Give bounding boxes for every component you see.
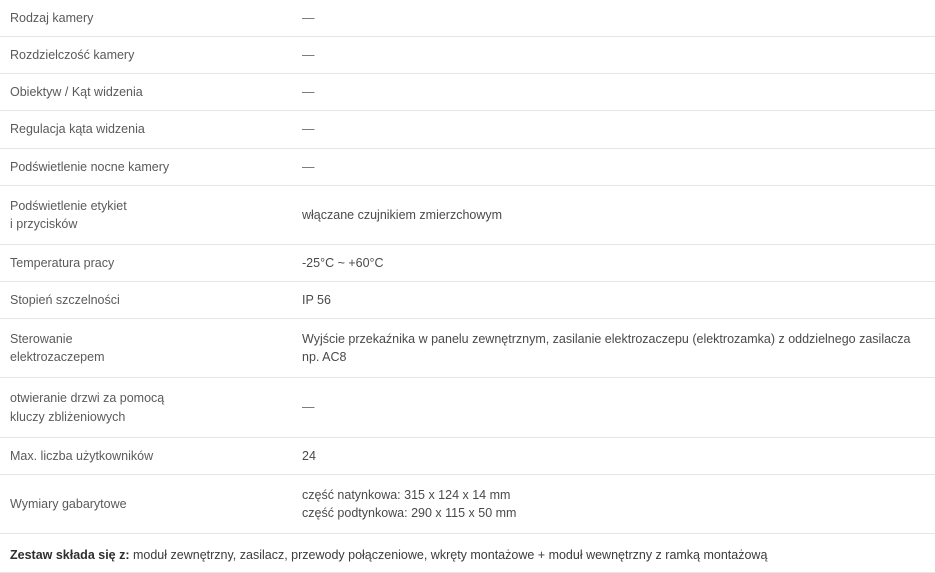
spec-label-line-1: Podświetlenie etykiet [10,198,127,213]
spec-label-line-1: Rodzaj kamery [10,11,94,25]
spec-label-cell [0,244,292,281]
table-row [0,282,935,319]
spec-value-cell [292,474,935,533]
spec-value-line-1: Wyjście przekaźnika w panelu zewnętrznym, zasilanie elektrozaczepu (elektrozamka) z oddzielnego zasilacza np. AC8 [302,332,911,365]
spec-label-line-2: kluczy zbliżeniowych [10,409,126,424]
table-row [0,474,935,533]
spec-value-line-1: — [302,85,315,100]
spec-label-line-1: otwieranie drzwi za pomocą [10,391,165,406]
spec-value-line-1: włączane czujnikiem zmierzchowym [302,207,503,222]
spec-value-cell [292,185,935,244]
spec-label-line-2: elektrozaczepem [10,350,105,365]
spec-label-line-2: i przycisków [10,216,78,231]
spec-label-cell [0,378,292,437]
spec-value-line-1: część natynkowa: 315 x 124 x 14 mm [302,487,511,502]
spec-label-line-1: Sterowanie [10,332,73,347]
spec-label-cell [0,319,292,378]
kit-contents-heading: Zestaw składa się z: [10,548,130,562]
spec-value-line-1: — [302,48,315,63]
spec-label-cell [0,185,292,244]
spec-label-line-1: Podświetlenie nocne kamery [10,159,170,174]
spec-value-line-1: — [302,400,315,415]
spec-label-line-1: Stopień szczelności [10,293,120,307]
spec-value-line-1: IP 56 [302,293,331,307]
spec-value-line-1: — [302,122,315,137]
spec-label-line-1: Temperatura pracy [10,255,115,270]
spec-value-cell [292,378,935,437]
table-row [0,378,935,437]
spec-label-cell [0,37,292,74]
table-row [0,148,935,185]
kit-contents-text: moduł zewnętrzny, zasilacz, przewody połączeniowe, wkręty montażowe + moduł wewnętrzny z ramką montażową [129,548,768,562]
table-row [0,437,935,474]
table-row [0,0,935,37]
spec-value-cell [292,244,935,281]
spec-label-line-1: Wymiary gabarytowe [10,496,127,511]
spec-label-line-1: Max. liczba użytkowników [10,448,154,463]
spec-value-cell [292,437,935,474]
table-row [0,319,935,378]
spec-label-cell [0,474,292,533]
spec-label-line-1: Obiektyw / Kąt widzenia [10,85,143,100]
spec-value-line-1: -25°C ~ +60°C [302,255,384,270]
spec-value-cell [292,282,935,319]
spec-value-line-1: — [302,11,315,25]
spec-label-cell [0,148,292,185]
spec-label-cell [0,282,292,319]
table-row [0,111,935,148]
kit-contents-row [0,534,935,573]
spec-label-cell [0,437,292,474]
spec-value-cell [292,319,935,378]
kit-contents-cell [0,534,935,573]
spec-label-line-1: Regulacja kąta widzenia [10,122,145,137]
table-row [0,74,935,111]
spec-label-cell [0,111,292,148]
spec-value-cell [292,74,935,111]
spec-value-line-1: — [302,159,315,174]
spec-value-cell [292,0,935,37]
spec-label-cell [0,0,292,37]
spec-value-line-2: część podtynkowa: 290 x 115 x 50 mm [302,505,517,520]
table-row [0,37,935,74]
spec-value-cell [292,148,935,185]
spec-label-cell [0,74,292,111]
spec-value-line-1: 24 [302,448,316,463]
spec-value-cell [292,111,935,148]
table-row [0,185,935,244]
spec-label-line-1: Rozdzielczość kamery [10,48,135,63]
spec-value-cell [292,37,935,74]
table-row [0,244,935,281]
